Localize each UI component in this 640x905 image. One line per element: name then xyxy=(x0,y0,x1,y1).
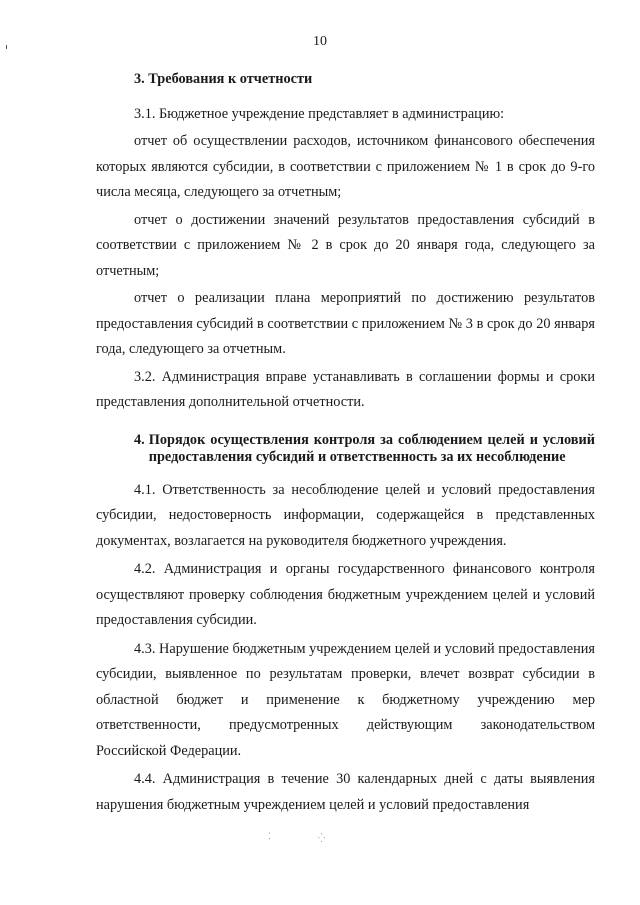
paragraph-3-2: 3.2. Администрация вправе устанавливать в соглашении формы и сроки представления дополнительной отчетности. xyxy=(96,368,595,410)
paragraph-4-1: 4.1. Ответственность за несоблюдение целей и условий предоставления субсидии, недостоверность информации, содержащейся в представленных документах, возлагается на руководителя бюджетного учреждения. xyxy=(96,481,595,549)
section-4-heading-number: 4. xyxy=(134,431,145,448)
paragraph-4-2: 4.2. Администрация и органы государственного финансового контроля осуществляют проверку соблюдения бюджетным учреждением целей и условий предоставления субсидии. xyxy=(96,561,595,628)
page-number: 10 xyxy=(313,34,327,49)
paragraph-report-plan: отчет о реализации плана мероприятий по достижению результатов предоставления субсидий в соответствии с приложением № 3 в срок до 20 января года, следующего за отчетным. xyxy=(96,290,595,357)
paragraph-report-results: отчет о достижении значений результатов предоставления субсидий в соответствии с приложением № 2 в срок до 20 января года, следующего за отчетным; xyxy=(96,211,595,279)
paragraph-4-3: 4.3. Нарушение бюджетным учреждением целей и условий предоставления субсидии, выявленное по результатам проверки, влечет возврат субсидии в областной бюджет и применение к бюджетному учреждению мер ответственности, предусмотренных действующим законодательством Российской Федерации. xyxy=(96,640,595,759)
scan-speck: ⁚ xyxy=(268,832,271,842)
section-3-heading: 3. Требования к отчетности xyxy=(134,71,313,87)
paragraph-report-expenses: отчет об осуществлении расходов, источником финансового обеспечения которых являются субсидии, в соответствии с приложением № 1 в срок до 9-го числа месяца, следующего за отчетным; xyxy=(96,133,595,200)
document-body xyxy=(96,67,595,821)
section-4-heading xyxy=(96,432,595,466)
paragraph-4-4: 4.4. Администрация в течение 30 календарных дней с даты выявления нарушения бюджетным учреждением целей и условий предоставления xyxy=(96,771,595,813)
scan-speck: ⁛ xyxy=(318,834,326,844)
paragraph-3-1: 3.1. Бюджетное учреждение представляет в администрацию: xyxy=(134,105,505,122)
section-4-heading-text: Порядок осуществления контроля за соблюдением целей и условий предоставления субсидий и ответственность за их несоблюдение xyxy=(148,431,595,465)
